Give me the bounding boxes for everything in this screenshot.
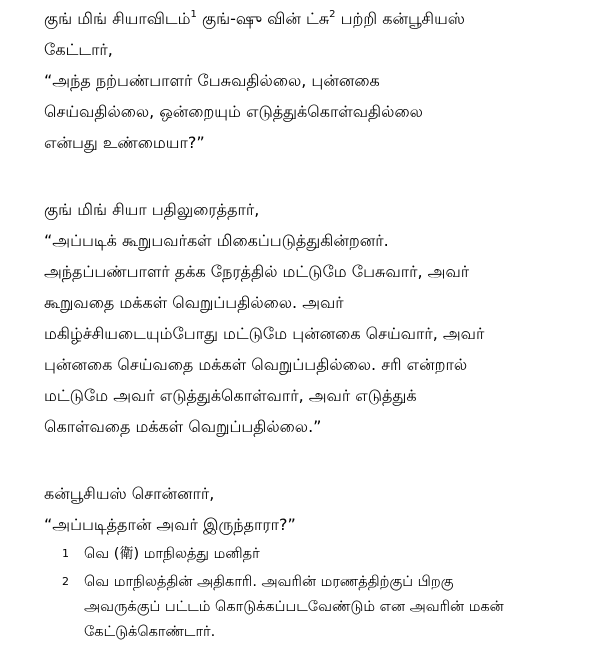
text-span: ) மாநிலத்து மனிதர் <box>133 546 260 562</box>
footnote-ref-1: 1 <box>190 9 197 20</box>
paragraph-3-line-1: கன்பூசியஸ் சொன்னார், <box>44 484 215 503</box>
paragraph-1-line-1 <box>44 9 465 29</box>
text-span: குங்-ஷு வின் ட்சு <box>196 9 330 28</box>
paragraph-1-line-3: “அந்த நற்பண்பாளர் பேசுவதில்லை, புன்னகை <box>44 71 380 90</box>
paragraph-3-line-2: “அப்படித்தான் அவர் இருந்தாரா?” <box>44 515 296 534</box>
paragraph-2-line-3: அந்தப்பண்பாளர் தக்க நேரத்தில் மட்டுமே பேசுவார், அவர் <box>44 262 470 281</box>
paragraph-2-line-6: புன்னகை செய்வதை மக்கள் வெறுப்பதில்லை. சரி என்றால் <box>44 355 468 374</box>
paragraph-2-line-7: மட்டுமே அவர் எடுத்துக்கொள்வார், அவர் எடுத்துக் <box>44 386 417 405</box>
paragraph-2-line-8: கொள்வதை மக்கள் வெறுப்பதில்லை.” <box>44 417 322 436</box>
text-span: பற்றி கன்பூசியஸ் <box>335 9 465 28</box>
paragraph-1-line-2: கேட்டார், <box>44 40 113 59</box>
footnote-ref-2: 2 <box>329 9 336 20</box>
text-span: குங் மிங் சியாவிடம் <box>44 9 191 28</box>
paragraph-2-line-4: கூறுவதை மக்கள் வெறுப்பதில்லை. அவர் <box>44 293 344 312</box>
footnote-number: 2 <box>62 575 69 588</box>
footnote-text <box>84 544 260 564</box>
paragraph-2-line-2: “அப்படிக் கூறுபவர்கள் மிகைப்படுத்துகின்றனர். <box>44 231 389 250</box>
paragraph-2-line-5: மகிழ்ச்சியடையும்போது மட்டுமே புன்னகை செய்வார், அவர் <box>44 324 485 343</box>
footnote-text: கேட்டுக்கொண்டார். <box>84 624 216 640</box>
text-span: வெ ( <box>84 546 120 562</box>
footnote-text: அவருக்குப் பட்டம் கொடுக்கப்படவேண்டும் என அவரின் மகன் <box>84 599 504 615</box>
chinese-character: 衛 <box>119 546 134 562</box>
footnote-number: 1 <box>62 547 69 560</box>
footnote-text: வெ மாநிலத்தின் அதிகாரி. அவரின் மரணத்திற்குப் பிறகு <box>84 574 454 590</box>
paragraph-1-line-4: செய்வதில்லை, ஒன்றையும் எடுத்துக்கொள்வதில்லை <box>44 102 423 121</box>
paragraph-2-line-1: குங் மிங் சியா பதிலுரைத்தார், <box>44 200 260 219</box>
paragraph-1-line-5: என்பது உண்மையா?” <box>44 133 205 152</box>
